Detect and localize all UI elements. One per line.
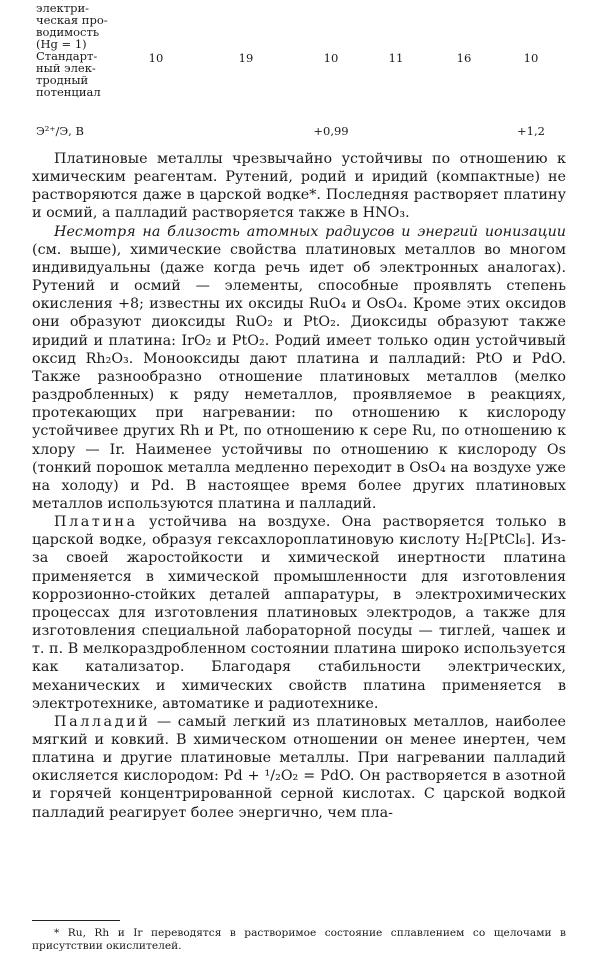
paragraph-text: (см. выше), химические свойства платиновых металлов во многом индивидуальны (даже когда речь идет об электронных аналогах). Рутений и осмий — элементы, способные проявлять степень окисления +8; известны их оксиды RuO₄ и OsO₄. Кроме этих оксидов они образуют диоксиды RuO₂ и PtO₂. Диоксиды образуют также иридий и платина: IrO₂ и PtO₂. Родий имеет только один устойчивый оксид Rh₂O₃. Монооксиды дают платина и палладий: PtO и PdO. Также разнообразно отношение платиновых металлов (мелко раздробленных) к ряду неметаллов, проявляемое в реакциях, протекающих при нагревании: по отношению к кислороду устойчивее других Rh и Pt, по отношению к сере Ru, по отношению к хлору — Ir. Наименее устойчивы по отношению к кислороду Os (тонкий порошок металла медленно переходит в OsO₄ на воздухе уже на холоду) и Pd. В настоящее время более других платиновых металлов используются платина и палладий. — [32, 241, 566, 512]
table-cell: 10 — [323, 51, 339, 65]
table-row-potential — [36, 125, 576, 138]
table-row-label: ный элек- — [36, 61, 96, 75]
footnote — [32, 927, 566, 953]
spaced-term-platinum: Платина — [54, 514, 138, 531]
italic-phrase: Несмотря на близость атомных радиусов и энергий ионизации — [54, 223, 566, 240]
table-cell: 16 — [456, 51, 472, 65]
paragraph — [32, 223, 566, 514]
table-cell: 19 — [238, 51, 254, 65]
table-row-label: электри- — [36, 1, 90, 15]
paragraph-text: — самый легкий из платиновых металлов, наиболее мягкий и ковкий. В химическом отношении он менее инертен, чем платина и другие платиновые металлы. При нагревании палладий окисляется кислородом: Pd + ¹/₂O₂ = PdO. Он растворяется в азотной и горячей концентрированной серной кислотах. С царской водкой палладий реагирует более энергично, чем пла- — [32, 713, 566, 821]
table-cell: 10 — [523, 51, 539, 65]
paragraph: Платиновые металлы чрезвычайно устойчивы по отношению к химическим реагентам. Рутений, родий и иридий (компактные) не растворяются даже в царской водке*. Последняя растворяет платину и осмий, а палладий растворяется также в HNO₃. — [32, 151, 566, 222]
body-text — [32, 150, 566, 822]
table-row-label: водимость — [36, 25, 100, 39]
table-row-conductivity — [36, 49, 576, 65]
paragraph — [32, 513, 566, 713]
table-row-label: Стандарт- — [36, 49, 98, 63]
table-row-label: (Hg = 1) — [36, 37, 87, 51]
table-cell: +0,99 — [313, 124, 349, 138]
footnote-text: * Ru, Rh и Ir переводятся в растворимое состояние сплавлением со щелочами в присутствии окислителей. — [32, 927, 566, 953]
spaced-term-palladium: Палладий — [54, 713, 151, 730]
table-row-label: потенциал — [36, 85, 101, 99]
table-row-label: тродный — [36, 73, 89, 87]
table-cell: 11 — [388, 51, 404, 65]
table-cell: +1,2 — [517, 124, 545, 138]
table-row-label: Э²⁺/Э, В — [36, 124, 84, 138]
table-cell: 10 — [148, 51, 164, 65]
paragraph — [32, 713, 566, 822]
footnote-divider — [32, 920, 120, 921]
paragraph-text: устойчива на воздухе. Она растворяется только в царской водке, образуя гексахлороплатиновую кислоту H₂[PtCl₆]. Из-за своей жаростойкости и химической инертности платина применяется в химической промышленности для изготовления коррозионно-стойких деталей аппаратуры, в электрохимических процессах для изготовления платиновых электродов, а также для изготовления специальной лабораторной посуды — тиглей, чашек и т. п. В мелкораздробленном состоянии платина широко используется как катализатор. Благодаря стабильности электрических, механических и химических свойств платина применяется в электротехнике, автоматике и радиотехнике. — [32, 514, 566, 712]
table-row-label: ческая про- — [36, 13, 108, 27]
